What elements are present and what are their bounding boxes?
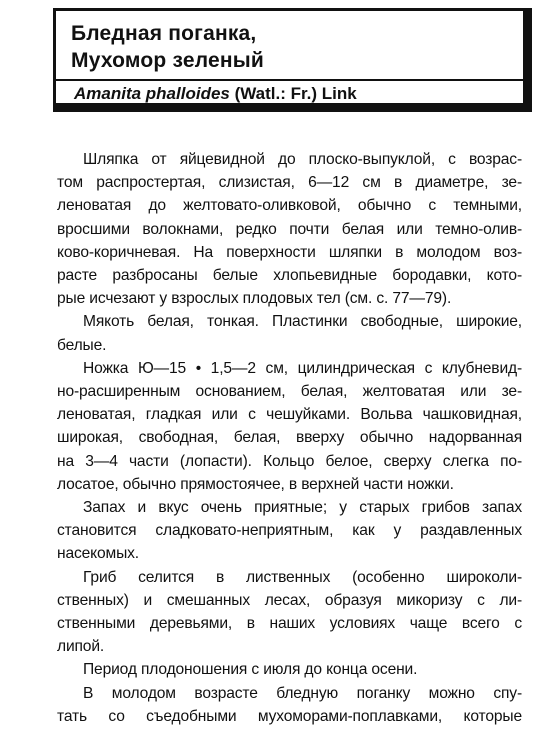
paragraph-fruiting-period — [57, 658, 522, 681]
latin-authority: (Watl.: Fr.) Link — [229, 84, 357, 103]
text-line: ственными деревьями, в наших условиях чаще всего с — [57, 615, 522, 633]
species-header-box — [53, 8, 532, 112]
species-latin-name — [74, 84, 357, 104]
text-line: липой. — [57, 638, 105, 656]
species-common-name-line-1: Бледная поганка, — [71, 22, 257, 45]
text-line: становится сладковато-неприятным, как у раздавленных — [57, 522, 522, 540]
text-line: Гриб селится в лиственных (особенно широколи- — [83, 568, 522, 586]
text-line: рые исчезают у взрослых плодовых тел (см. с. 77—79). — [57, 290, 452, 308]
text-line: но-расширенным основанием, белая, желтоватая или зе- — [57, 383, 522, 401]
text-line: Ножка Ю—15 • 1,5—2 см, цилиндрическая с клубневид- — [83, 359, 522, 377]
paragraph-smell — [57, 496, 522, 566]
paragraph-lookalikes — [57, 682, 522, 728]
paragraph-cap — [57, 148, 522, 310]
header-divider — [56, 79, 523, 81]
paragraph-habitat — [57, 566, 522, 659]
text-line: леноватая до желтовато-оливковой, обычно с темными, — [57, 197, 522, 215]
text-line: Шляпка от яйцевидной до плоско-выпуклой, с возрас- — [83, 151, 522, 168]
text-line: том распростертая, слизистая, 6—12 см в диаметре, зе- — [57, 174, 522, 192]
text-line: насекомых. — [57, 545, 139, 563]
text-line: Мякоть белая, тонкая. Пластинки свободные, широкие, — [83, 313, 522, 331]
text-line: белые. — [57, 336, 107, 354]
text-line: лосатое, обычно прямостоячее, в верхней части ножки. — [57, 475, 454, 493]
text-line: ственных) и смешанных лесах, образуя микоризу с ли- — [57, 591, 522, 609]
text-line: В молодом возрасте бледную поганку можно спу- — [83, 684, 522, 702]
text-line: Запах и вкус очень приятные; у старых грибов запах — [83, 499, 522, 517]
text-line: на 3—4 части (лопасти). Кольцо белое, сверху слегка по- — [57, 452, 522, 470]
text-line: тать со съедобными мухоморами-поплавками, которые — [57, 707, 522, 725]
text-line: Период плодоношения с июля до конца осени. — [83, 661, 418, 679]
text-line: ково-коричневая. На поверхности шляпки в молодом воз- — [57, 243, 522, 261]
paragraph-stem — [57, 357, 522, 496]
text-line: расте разбросаны белые хлопьевидные бородавки, кото- — [57, 267, 522, 285]
description-body — [57, 148, 522, 728]
text-line: леноватая, гладкая или с чешуйками. Вольва чашковидная, — [57, 406, 522, 424]
paragraph-flesh — [57, 310, 522, 356]
species-common-name-line-2: Мухомор зеленый — [71, 49, 264, 72]
latin-binomial: Amanita phalloides — [74, 84, 230, 103]
text-line: вросшими волокнами, редко почти белая или темно-олив- — [57, 220, 522, 238]
text-line: широкая, свободная, белая, вверху обычно надорванная — [57, 429, 522, 447]
